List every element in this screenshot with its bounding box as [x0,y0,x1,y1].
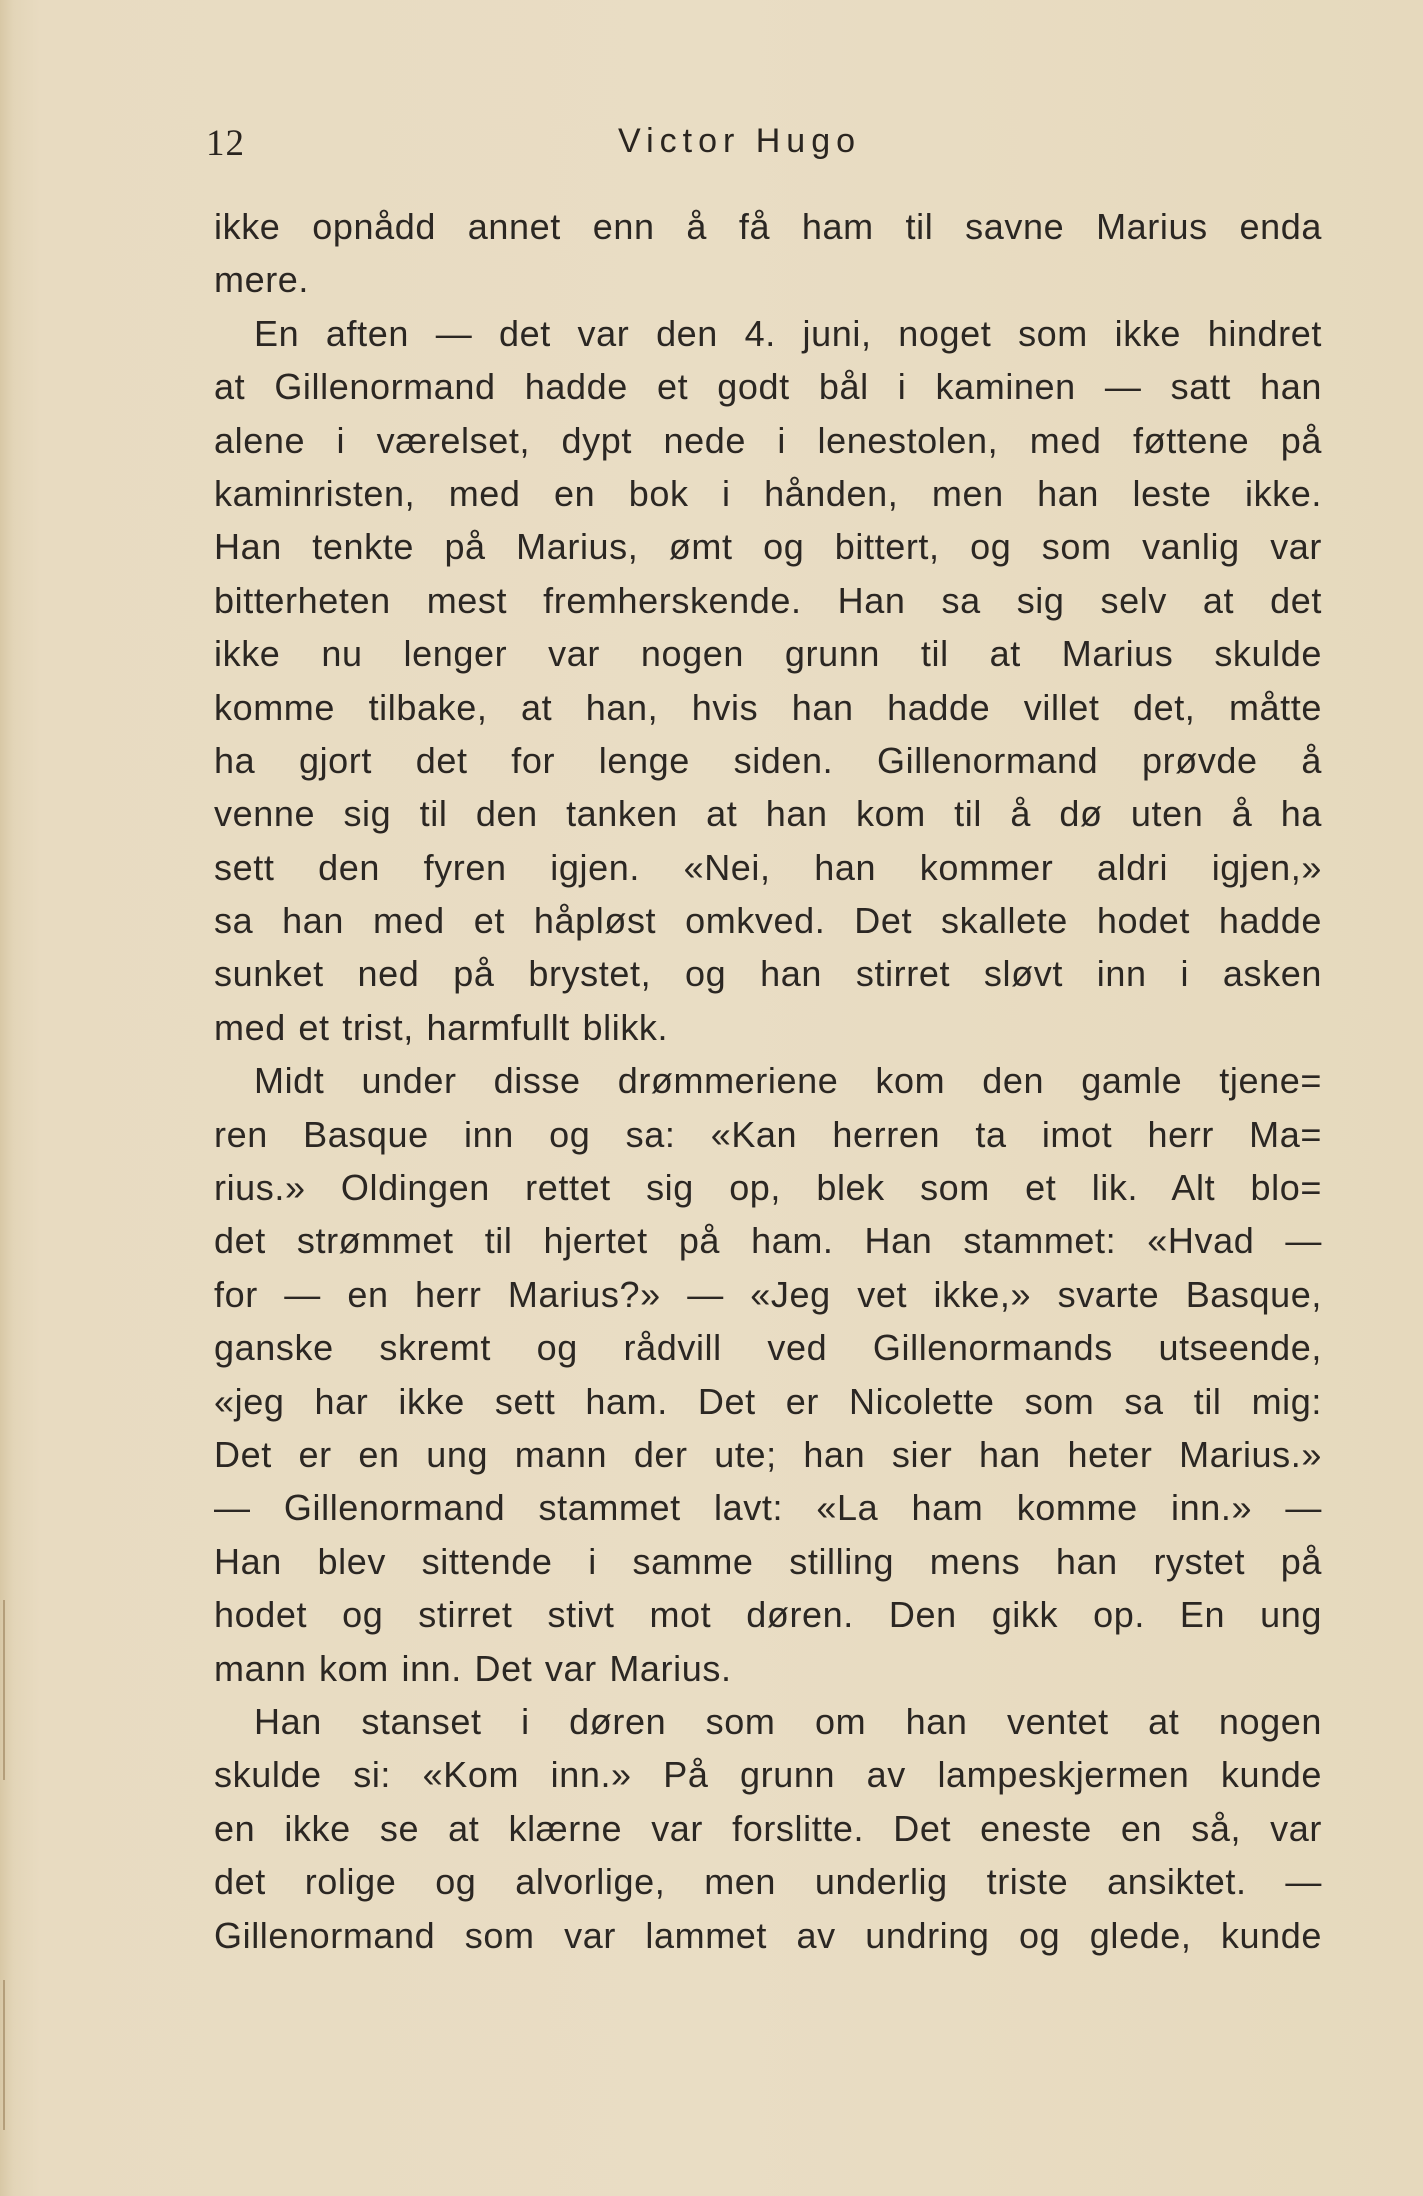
text-line: det strømmet til hjertet på ham. Han stammet: «Hvad — [214,1220,1322,1262]
text-line: alene i værelset, dypt nede i lenestolen, med føttene på [214,419,1322,461]
text-line: Han stanset i døren som om han ventet at nogen [254,1700,1322,1742]
text-line: sett den fyren igjen. «Nei, han kommer aldri igjen,» [214,846,1322,888]
text-line: Han blev sittende i samme stilling mens han rystet på [214,1540,1322,1582]
page-edge-mark [3,1980,5,2130]
text-line: komme tilbake, at han, hvis han hadde villet det, måtte [214,686,1322,728]
text-line: — Gillenormand stammet lavt: «La ham komme inn.» — [214,1487,1322,1529]
text-line: ikke nu lenger var nogen grunn til at Marius skulde [214,633,1322,675]
text-line: sunket ned på brystet, og han stirret sløvt inn i asken [214,953,1322,995]
text-line: det rolige og alvorlige, men underlig triste ansiktet. — [214,1861,1322,1903]
text-line: skulde si: «Kom inn.» På grunn av lampeskjermen kunde [214,1754,1322,1796]
text-line: Midt under disse drømmeriene kom den gamle tjene= [254,1060,1322,1102]
page-header [206,122,1326,178]
text-line: at Gillenormand hadde et godt bål i kaminen — satt han [214,366,1322,408]
text-line: hodet og stirret stivt mot døren. Den gikk op. En ung [214,1594,1322,1636]
text-line: Han tenkte på Marius, ømt og bittert, og som vanlig var [214,526,1322,568]
text-line: ren Basque inn og sa: «Kan herren ta imot herr Ma= [214,1113,1322,1155]
text-line: kaminristen, med en bok i hånden, men han leste ikke. [214,472,1322,514]
text-line: rius.» Oldingen rettet sig op, blek som et lik. Alt blo= [214,1167,1322,1209]
text-line: bitterheten mest fremherskende. Han sa sig selv at det [214,579,1322,621]
text-line: mere. [214,259,310,301]
text-line: mann kom inn. Det var Marius. [214,1647,732,1689]
text-line: for — en herr Marius?» — «Jeg vet ikke,» svarte Basque, [214,1273,1322,1315]
page-edge-mark [3,1600,5,1780]
body-text [214,200,1322,1962]
text-line: ha gjort det for lenge siden. Gillenormand prøvde å [214,739,1322,781]
text-line: en ikke se at klærne var forslitte. Det eneste en så, var [214,1807,1322,1849]
text-line: «jeg har ikke sett ham. Det er Nicolette som sa til mig: [214,1380,1322,1422]
text-line: ikke opnådd annet enn å få ham til savne Marius enda [214,206,1322,247]
text-line: sa han med et håpløst omkved. Det skallete hodet hadde [214,900,1322,942]
text-line: Gillenormand som var lammet av undring og glede, kunde [214,1914,1322,1956]
text-line: ganske skremt og rådvill ved Gillenormands utseende, [214,1327,1322,1369]
text-line: med et trist, harmfullt blikk. [214,1006,669,1048]
text-line: Det er en ung mann der ute; han sier han heter Marius.» [214,1433,1322,1475]
page-number: 12 [206,123,245,164]
text-line: venne sig til den tanken at han kom til å dø uten å ha [214,793,1322,835]
text-line: En aften — det var den 4. juni, noget som ikke hindret [254,312,1322,354]
running-title: Victor Hugo [618,122,862,160]
